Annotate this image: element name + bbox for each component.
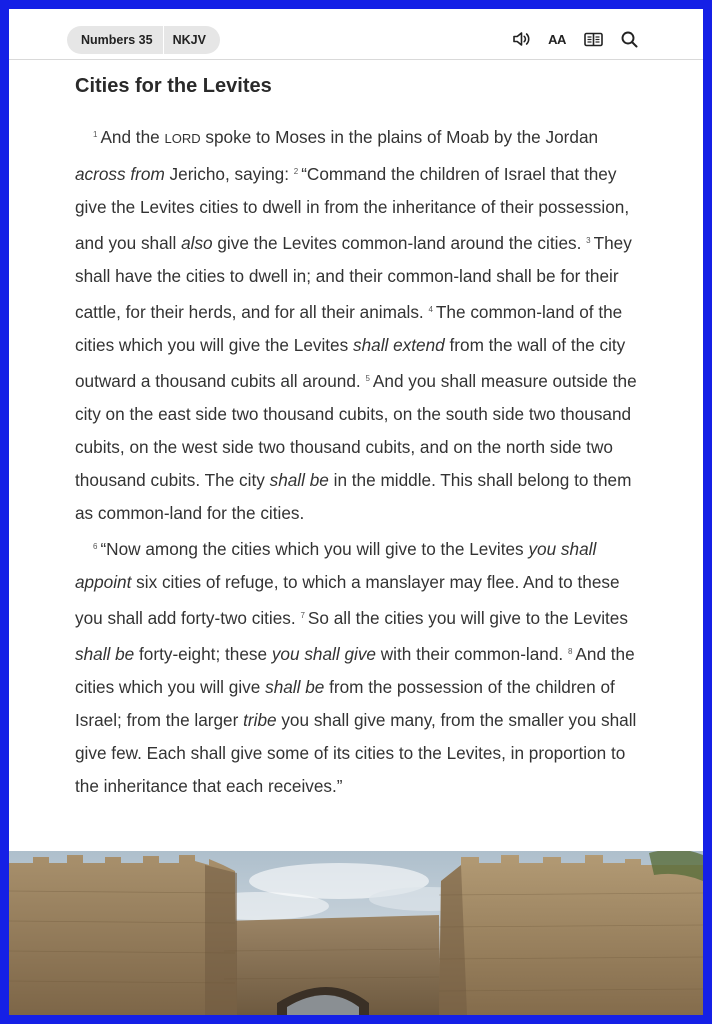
verse-text: six cities of refuge, to which a manslayer may flee. And to these you shall add forty-two cities. — [75, 572, 620, 628]
verse-number[interactable]: 3 — [586, 236, 591, 245]
version-button[interactable]: NKJV — [172, 33, 206, 47]
toolbar-icons — [511, 29, 639, 49]
verse-number[interactable]: 4 — [428, 305, 433, 314]
passage-selector — [67, 26, 220, 54]
verse-text: from the possession of the children of Israel; from the larger — [75, 677, 615, 730]
verse-text: give the Levites common-land around the cities. — [212, 233, 587, 253]
top-toolbar — [9, 9, 703, 60]
book-icon[interactable] — [583, 29, 603, 49]
verse-number[interactable]: 5 — [365, 374, 370, 383]
verse-number[interactable]: 6 — [93, 542, 98, 551]
italic-text: you shall give — [271, 644, 376, 664]
verse-text: The common-land of the cities which you will give the Levites — [75, 302, 623, 355]
verse-number[interactable]: 1 — [93, 130, 98, 139]
speaker-icon[interactable] — [511, 29, 531, 49]
verse-number[interactable]: 2 — [293, 167, 299, 176]
verse-number[interactable]: 7 — [300, 611, 305, 620]
verse-text: forty-eight; these — [134, 644, 272, 664]
italic-text: shall extend — [353, 335, 445, 355]
book-chapter-button[interactable]: Numbers 35 — [81, 33, 153, 47]
divine-name: LORD — [164, 131, 201, 146]
search-icon[interactable] — [619, 29, 639, 49]
paragraph-1 — [75, 118, 647, 530]
verse-text: spoke to Moses in the plains of Moab by the Jordan — [200, 127, 599, 147]
italic-text: also — [181, 233, 213, 253]
verse-text: And the — [100, 127, 165, 147]
chapter-content — [75, 71, 647, 803]
italic-text: you shall appoint — [75, 539, 597, 592]
verse-text: you shall give many, from the smaller you shall give few. Each shall give some of its cities to the Levites, in proportion to the inheritance that each receives.” — [75, 710, 637, 796]
reader-window — [9, 9, 703, 1015]
italic-text: shall be — [265, 677, 325, 697]
stone-city-gate-photo — [9, 851, 703, 1015]
verse-text: with their common-land. — [375, 644, 568, 664]
verse-text: Jericho, saying: — [164, 164, 294, 184]
verse-text: And the cities which you will give — [75, 644, 635, 697]
verse-text: “Command the children of Israel that they give the Levites cities to dwell in from the inheritance of their possession, and you shall — [75, 164, 630, 253]
verse-text: They shall have the cities to dwell in; and their common-land shall be for their cattle, for their herds, and for all their animals. — [75, 233, 632, 322]
verse-text: from the wall of the city outward a thousand cubits all around. — [75, 335, 626, 391]
paragraph-2 — [75, 530, 647, 803]
italic-text: tribe — [243, 710, 277, 730]
verse-text: And you shall measure outside the city on the east side two thousand cubits, on the south side two thousand cubits, on the west side two thousand cubits, and on the north side two thousand cubits. The city — [75, 371, 637, 490]
section-heading: Cities for the Levites — [75, 75, 272, 97]
verse-text: So all the cities you will give to the Levites — [307, 608, 628, 628]
verse-text: in the middle. This shall belong to them as common-land for the cities. — [75, 470, 632, 523]
verse-text: “Now among the cities which you will give to the Levites — [100, 539, 529, 559]
italic-text: shall be — [75, 644, 135, 664]
italic-text: shall be — [269, 470, 329, 490]
italic-text: across from — [75, 164, 165, 184]
text-size-icon[interactable]: AA — [548, 31, 566, 47]
verse-number[interactable]: 8 — [567, 647, 573, 656]
